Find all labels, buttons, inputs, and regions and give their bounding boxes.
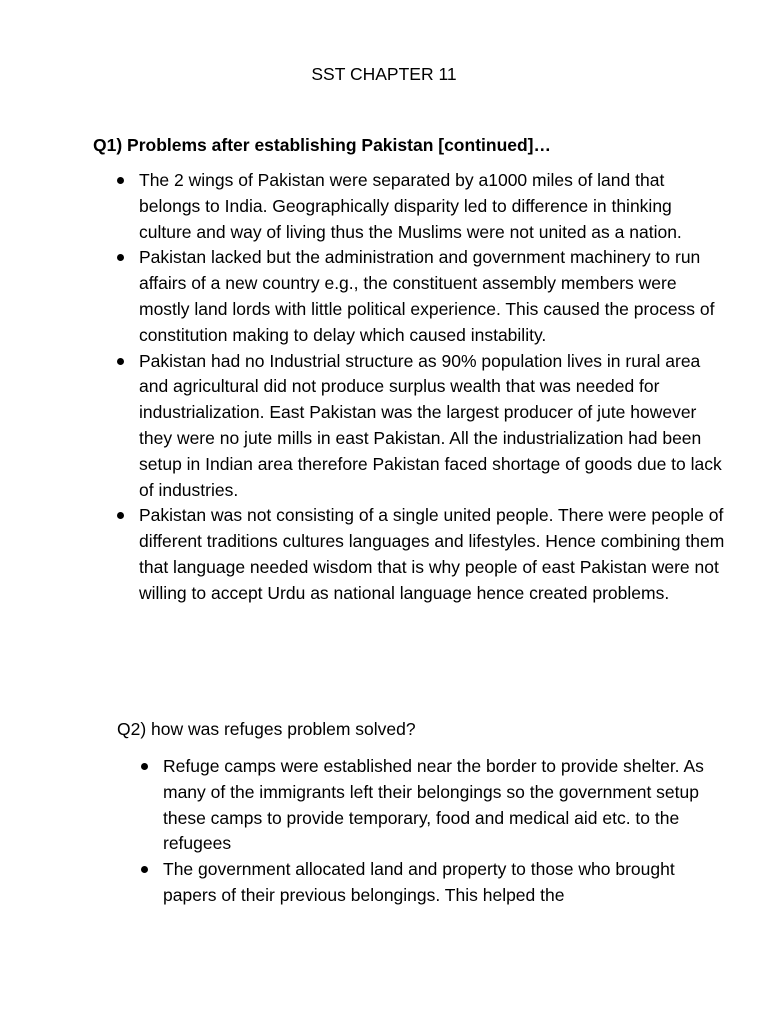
bullet-icon — [117, 177, 124, 184]
q1-bullet-item — [139, 168, 729, 245]
q1-bullet-list — [139, 168, 729, 607]
q2-bullet-text: The government allocated land and property to those who brought papers of their previous belongings. This helped the — [163, 859, 675, 905]
q2-bullet-item — [163, 857, 733, 909]
bullet-icon — [141, 763, 148, 770]
bullet-icon — [117, 512, 124, 519]
q1-bullet-text: Pakistan lacked but the administration and government machinery to run affairs of a new country e.g., the constituent assembly members were mostly land lords with little political experience. This caused the process of constitution making to delay which caused instability. — [139, 247, 715, 345]
q1-heading: Q1) Problems after establishing Pakistan [continued]… — [93, 135, 552, 155]
q1-bullet-text: Pakistan had no Industrial structure as 90% population lives in rural area and agricultural did not produce surplus wealth that was needed for industrialization. East Pakistan was the largest producer of jute however they were no jute mills in east Pakistan. All the industrialization had been setup in Indian area therefore Pakistan faced shortage of goods due to lack of industries. — [139, 350, 722, 500]
q1-bullet-item — [139, 503, 729, 606]
document-title: SST CHAPTER 11 — [311, 64, 457, 84]
q1-bullet-item — [139, 349, 729, 504]
q2-bullet-list — [163, 754, 733, 909]
bullet-icon — [141, 866, 148, 873]
q1-bullet-text: Pakistan was not consisting of a single united people. There were people of different traditions cultures languages and lifestyles. Hence combining them that language needed wisdom that is why people of east Pakistan were not willing to accept Urdu as national language hence created problems. — [139, 505, 725, 603]
q1-bullet-item — [139, 245, 729, 348]
bullet-icon — [117, 358, 124, 365]
q2-bullet-text: Refuge camps were established near the border to provide shelter. As many of the immigrants left their belongings so the government setup these camps to provide temporary, food and medical aid etc. to the refugees — [163, 756, 704, 854]
q2-heading: Q2) how was refuges problem solved? — [117, 719, 416, 739]
q1-bullet-text: The 2 wings of Pakistan were separated by a1000 miles of land that belongs to India. Geographically disparity led to difference in thinking culture and way of living thus the Muslims were not united as a nation. — [139, 170, 682, 242]
q2-bullet-item — [163, 754, 733, 857]
bullet-icon — [117, 254, 124, 261]
